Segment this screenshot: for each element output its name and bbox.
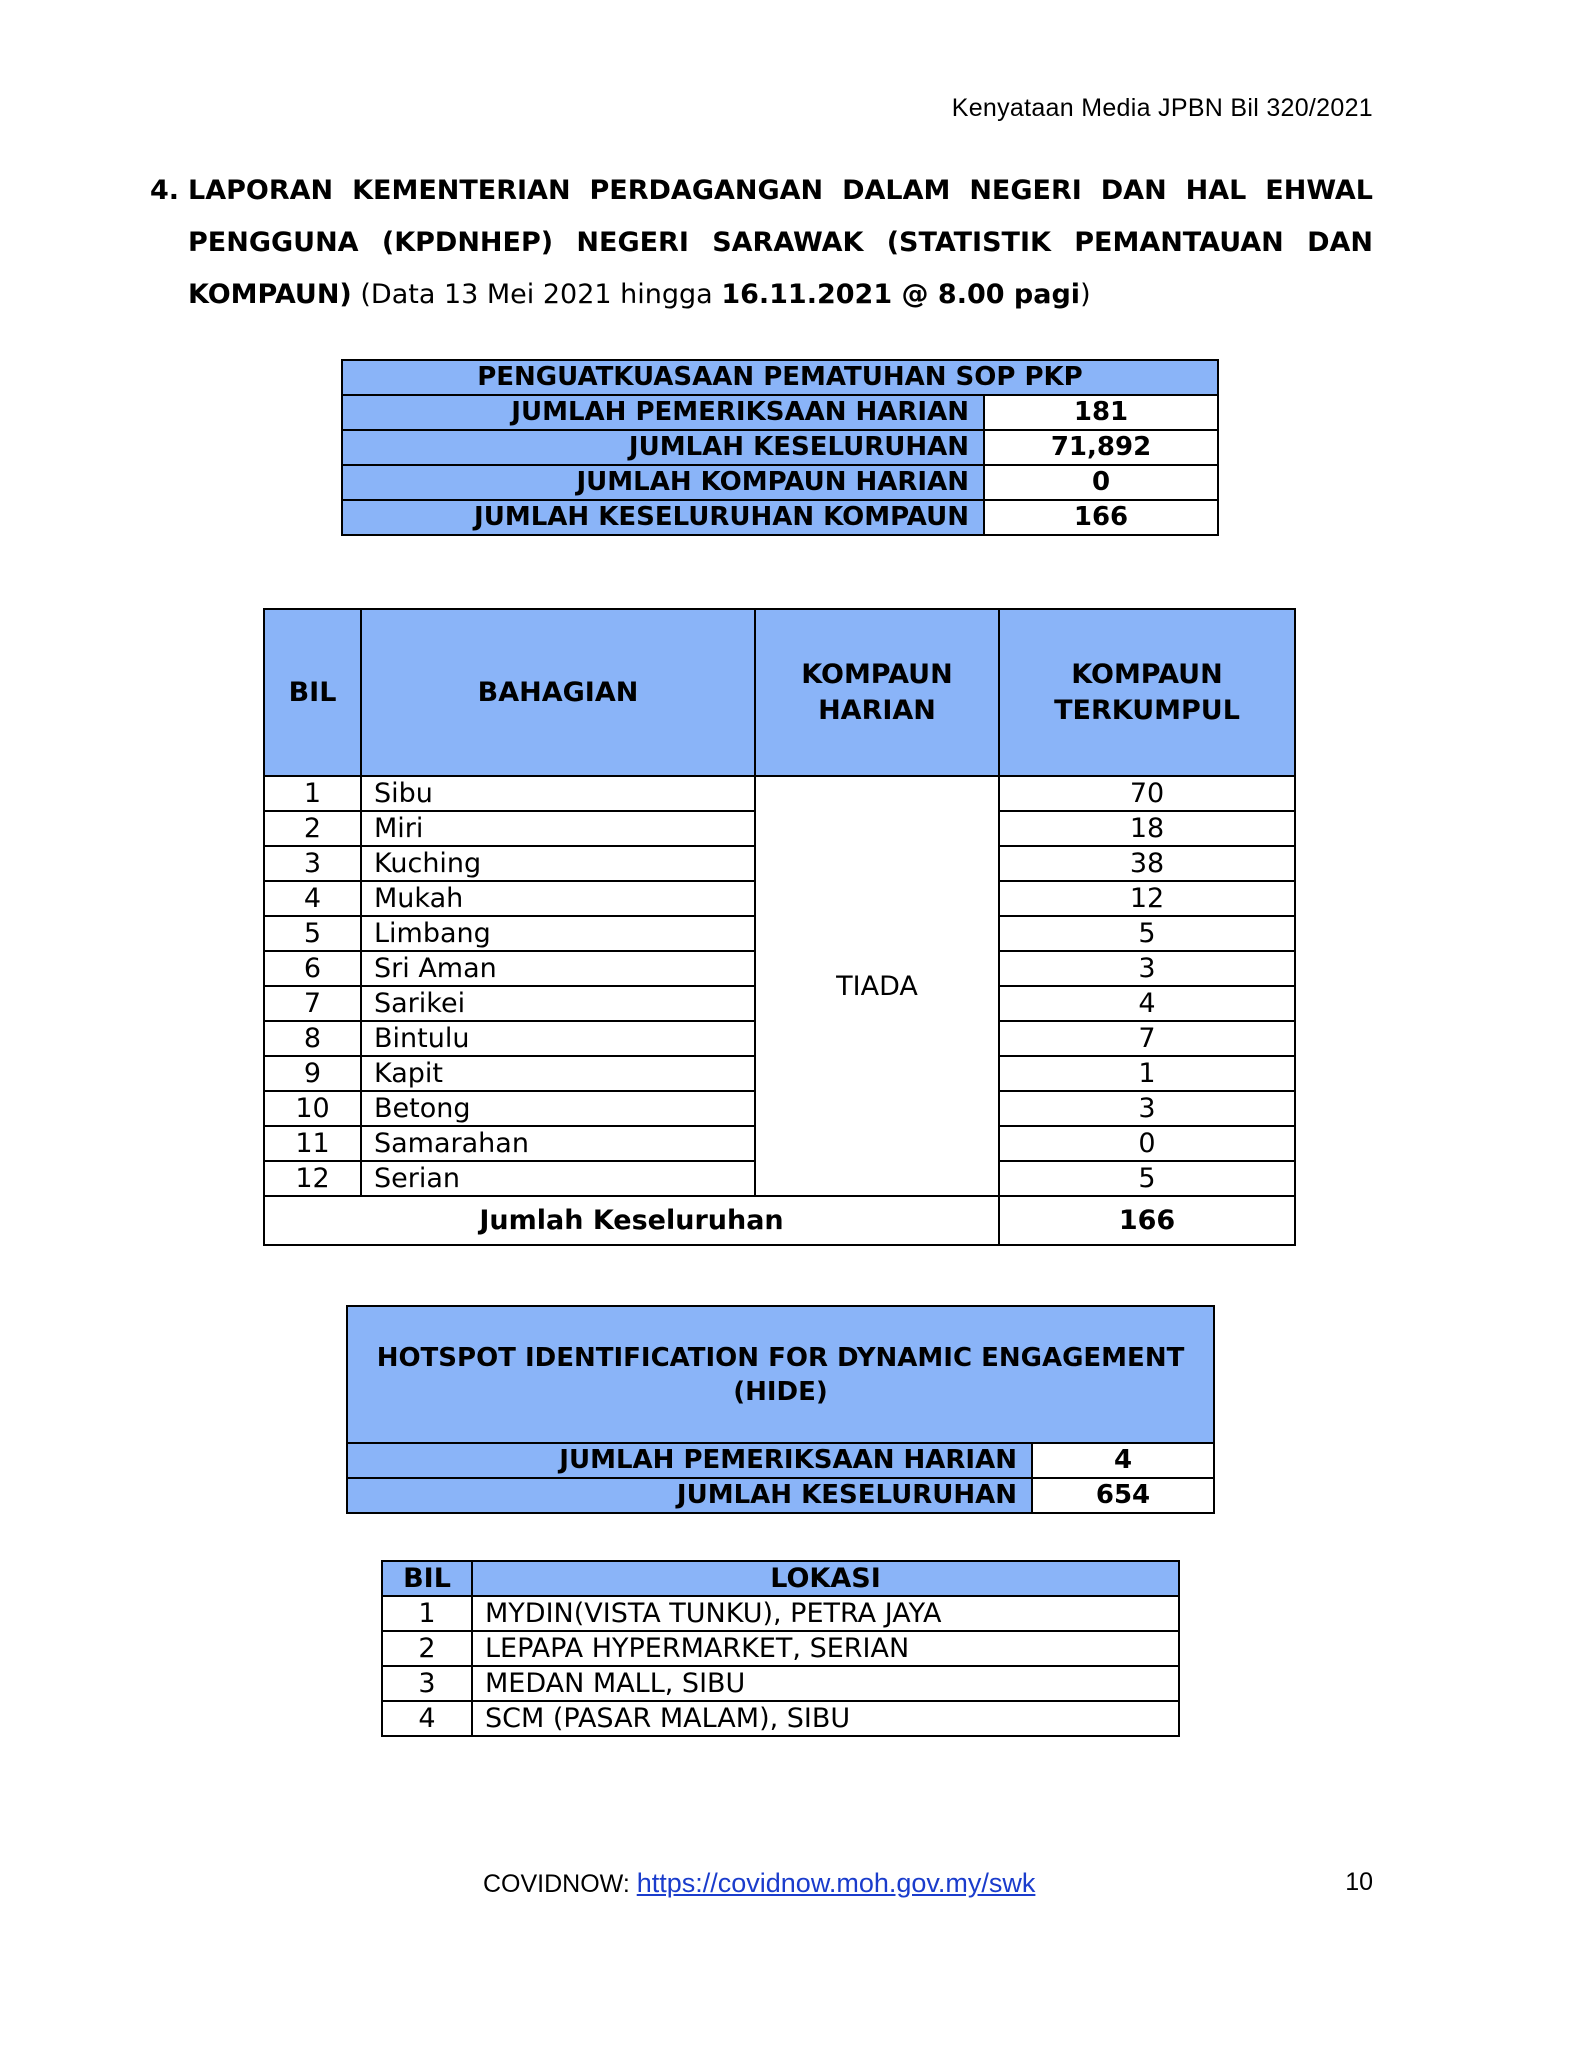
cell-kompaun-terkumpul: 38 <box>999 846 1295 881</box>
sop-row-value: 0 <box>984 465 1218 500</box>
cell-bahagian: Miri <box>361 811 755 846</box>
table-row <box>382 1666 1179 1701</box>
sop-row-label: JUMLAH KESELURUHAN <box>342 430 984 465</box>
total-label: Jumlah Keseluruhan <box>264 1196 999 1245</box>
cell-bahagian: Sri Aman <box>361 951 755 986</box>
header-bil: BIL <box>382 1561 472 1596</box>
cell-bil: 8 <box>264 1021 361 1056</box>
hide-table <box>346 1305 1215 1514</box>
section-number: 4. <box>150 175 180 206</box>
cell-bahagian: Bintulu <box>361 1021 755 1056</box>
sop-compliance-table <box>341 359 1219 536</box>
document-reference: Kenyataan Media JPBN Bil 320/2021 <box>951 94 1373 122</box>
footer <box>483 1868 1035 1899</box>
date-prefix: (Data 13 Mei 2021 hingga <box>351 279 722 310</box>
table-row <box>347 1478 1214 1513</box>
header-kompaun-terkumpul: KOMPAUN TERKUMPUL <box>999 609 1295 776</box>
cell-bil: 4 <box>264 881 361 916</box>
table-row <box>342 500 1218 535</box>
sop-table-title: PENGUATKUASAAN PEMATUHAN SOP PKP <box>342 360 1218 395</box>
cell-lokasi: MYDIN(VISTA TUNKU), PETRA JAYA <box>472 1596 1179 1631</box>
cell-bil: 10 <box>264 1091 361 1126</box>
cell-bahagian: Serian <box>361 1161 755 1196</box>
sop-row-label: JUMLAH KOMPAUN HARIAN <box>342 465 984 500</box>
cell-kompaun-terkumpul: 70 <box>999 776 1295 811</box>
cell-bahagian: Kuching <box>361 846 755 881</box>
cell-kompaun-terkumpul: 5 <box>999 1161 1295 1196</box>
hide-table-title: HOTSPOT IDENTIFICATION FOR DYNAMIC ENGAGEMENT (HIDE) <box>347 1306 1214 1443</box>
sop-row-value: 166 <box>984 500 1218 535</box>
section-heading <box>150 165 1373 321</box>
table-row <box>342 430 1218 465</box>
date-bold: 16.11.2021 @ 8.00 pagi <box>721 279 1081 310</box>
cell-bil: 3 <box>382 1666 472 1701</box>
cell-bahagian: Mukah <box>361 881 755 916</box>
hide-row-value: 654 <box>1032 1478 1214 1513</box>
table-row <box>382 1596 1179 1631</box>
cell-kompaun-terkumpul: 1 <box>999 1056 1295 1091</box>
cell-bil: 2 <box>382 1631 472 1666</box>
header-lokasi: LOKASI <box>472 1561 1179 1596</box>
header-bahagian: BAHAGIAN <box>361 609 755 776</box>
cell-bahagian: Sibu <box>361 776 755 811</box>
date-suffix: ) <box>1080 279 1091 310</box>
cell-kompaun-terkumpul: 3 <box>999 1091 1295 1126</box>
page-number: 10 <box>1345 1868 1373 1896</box>
table-row <box>342 395 1218 430</box>
cell-bil: 12 <box>264 1161 361 1196</box>
table-row <box>342 465 1218 500</box>
sop-row-label: JUMLAH PEMERIKSAAN HARIAN <box>342 395 984 430</box>
cell-lokasi: LEPAPA HYPERMARKET, SERIAN <box>472 1631 1179 1666</box>
header-bil: BIL <box>264 609 361 776</box>
cell-bil: 11 <box>264 1126 361 1161</box>
hide-row-value: 4 <box>1032 1443 1214 1478</box>
header-kompaun-harian: KOMPAUN HARIAN <box>755 609 999 776</box>
table-row <box>347 1443 1214 1478</box>
sop-row-value: 181 <box>984 395 1218 430</box>
cell-bahagian: Sarikei <box>361 986 755 1021</box>
section-title-bold: LAPORAN KEMENTERIAN PERDAGANGAN DALAM NEGERI DAN HAL EHWAL PENGGUNA (KPDNHEP) NEGERI SARAWAK (STATISTIK PEMANTAUAN DAN KOMPAUN) <box>188 175 1373 310</box>
cell-bil: 2 <box>264 811 361 846</box>
cell-bil: 6 <box>264 951 361 986</box>
cell-kompaun-terkumpul: 12 <box>999 881 1295 916</box>
cell-bil: 1 <box>264 776 361 811</box>
cell-kompaun-terkumpul: 0 <box>999 1126 1295 1161</box>
table-row <box>382 1631 1179 1666</box>
total-row <box>264 1196 1295 1245</box>
cell-kompaun-terkumpul: 3 <box>999 951 1295 986</box>
cell-kompaun-harian: TIADA <box>755 776 999 1196</box>
cell-kompaun-terkumpul: 4 <box>999 986 1295 1021</box>
table-header-row <box>382 1561 1179 1596</box>
table-row <box>264 776 1295 811</box>
covidnow-link[interactable]: https://covidnow.moh.gov.my/swk <box>636 1868 1036 1898</box>
cell-lokasi: MEDAN MALL, SIBU <box>472 1666 1179 1701</box>
total-value: 166 <box>999 1196 1295 1245</box>
hide-row-label: JUMLAH KESELURUHAN <box>347 1478 1032 1513</box>
cell-bil: 9 <box>264 1056 361 1091</box>
cell-bahagian: Betong <box>361 1091 755 1126</box>
hide-row-label: JUMLAH PEMERIKSAAN HARIAN <box>347 1443 1032 1478</box>
sop-row-label: JUMLAH KESELURUHAN KOMPAUN <box>342 500 984 535</box>
kompaun-table <box>263 608 1296 1246</box>
cell-bahagian: Samarahan <box>361 1126 755 1161</box>
cell-bahagian: Limbang <box>361 916 755 951</box>
cell-bil: 7 <box>264 986 361 1021</box>
cell-kompaun-terkumpul: 18 <box>999 811 1295 846</box>
cell-kompaun-terkumpul: 5 <box>999 916 1295 951</box>
cell-bil: 1 <box>382 1596 472 1631</box>
table-header-row <box>264 609 1295 776</box>
sop-row-value: 71,892 <box>984 430 1218 465</box>
table-row <box>382 1701 1179 1736</box>
lokasi-table <box>381 1560 1180 1737</box>
cell-bil: 4 <box>382 1701 472 1736</box>
cell-bil: 3 <box>264 846 361 881</box>
section-title-text <box>188 165 1373 321</box>
cell-bil: 5 <box>264 916 361 951</box>
footer-label: COVIDNOW: <box>483 1870 637 1898</box>
cell-kompaun-terkumpul: 7 <box>999 1021 1295 1056</box>
cell-lokasi: SCM (PASAR MALAM), SIBU <box>472 1701 1179 1736</box>
cell-bahagian: Kapit <box>361 1056 755 1091</box>
